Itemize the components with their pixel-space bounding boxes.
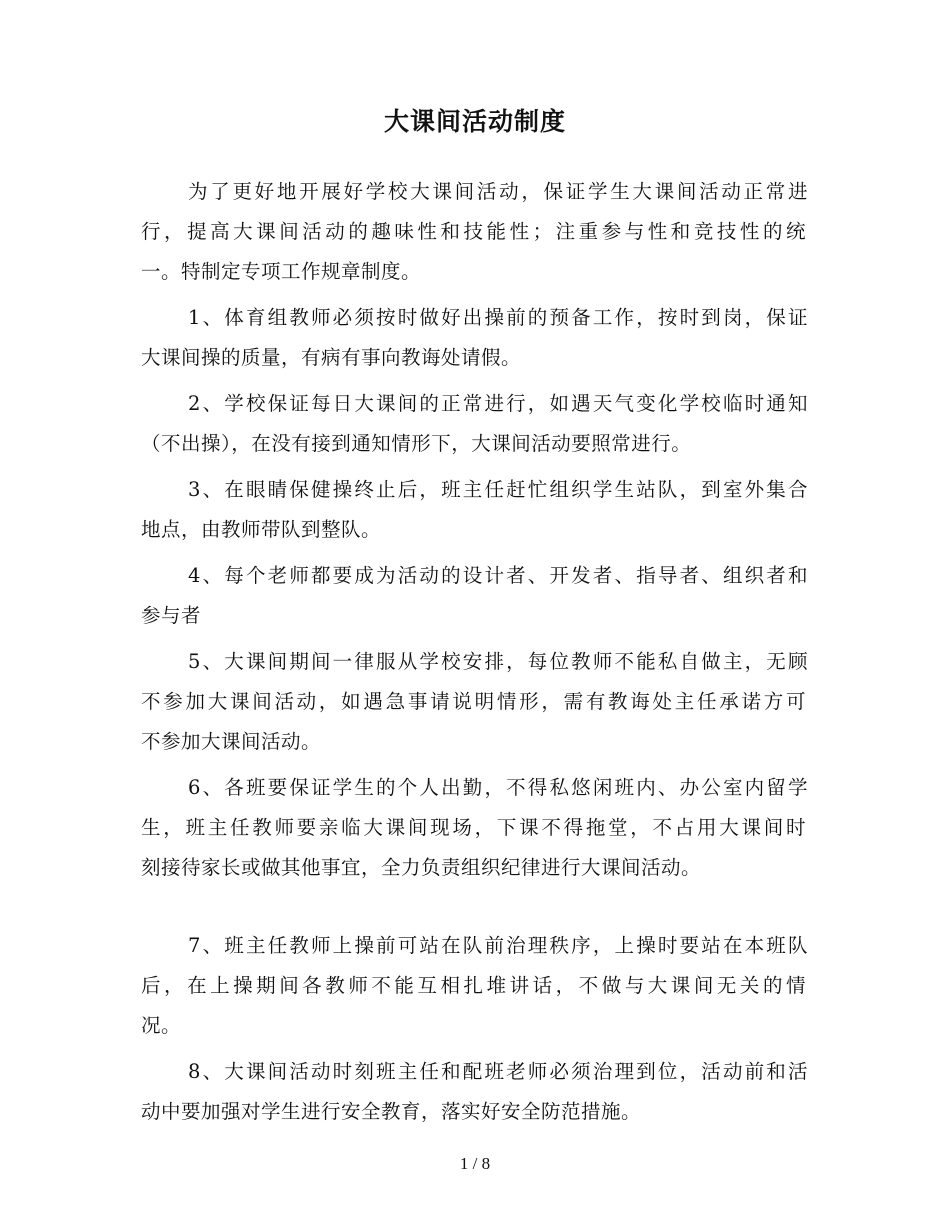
rule-2-line: （不出操），在没有接到通知情形下，大课间活动要照常进行。 (141, 432, 692, 455)
rule-5-line: 5、大课间期间一律服从学校安排，每位教师不能私自做主，无顾 (188, 650, 808, 673)
rule-6-line: 6、各班要保证学生的个人出勤，不得私悠闲班内、办公室内留学 (188, 776, 808, 799)
rule-7-line: 后，在上操期间各教师不能互相扎堆讲话，不做与大课间无关的情 (141, 974, 806, 997)
paragraph-intro-line: 一。特制定专项工作规章制度。 (141, 260, 422, 283)
paragraph-intro-line: 行，提高大课间活动的趣味性和技能性；注重参与性和竞技性的统 (141, 220, 806, 243)
rule-6-line: 刻接待家长或做其他事宜，全力负责组织纪律进行大课间活动。 (141, 856, 702, 879)
rule-5-line: 不参加大课间活动，如遇急事请说明情形，需有教诲处主任承诺方可 (141, 690, 806, 713)
rule-5-line: 不参加大课间活动。 (141, 730, 322, 753)
rule-6-line: 生，班主任教师要亲临大课间现场，下课不得拖堂，不占用大课间时 (141, 816, 806, 839)
rule-7-line: 况。 (141, 1014, 182, 1037)
rule-4-line: 4、每个老师都要成为活动的设计者、开发者、指导者、组织者和 (188, 564, 808, 587)
rule-8-line: 动中要加强对学生进行安全教育，落实好安全防范措施。 (141, 1100, 642, 1123)
rule-3-line: 3、在眼睛保健操终止后，班主任赶忙组织学生站队，到室外集合 (188, 478, 808, 501)
rule-1-line: 1、体育组教师必须按时做好出操前的预备工作，按时到岗，保证 (188, 306, 808, 329)
rule-4-line: 参与者 (141, 604, 202, 627)
document-title: 大课间活动制度 (383, 107, 566, 136)
rule-7-line: 7、班主任教师上操前可站在队前治理秩序，上操时要站在本班队 (188, 934, 808, 957)
rule-3-line: 地点，由教师带队到整队。 (141, 518, 382, 541)
rule-8-line: 8、大课间活动时刻班主任和配班老师必须治理到位，活动前和活 (188, 1060, 808, 1083)
rule-1-line: 大课间操的质量，有病有事向教诲处请假。 (141, 346, 522, 369)
rule-2-line: 2、学校保证每日大课间的正常进行，如遇天气变化学校临时通知 (188, 392, 808, 415)
paragraph-intro-line: 为了更好地开展好学校大课间活动，保证学生大课间活动正常进 (188, 180, 808, 203)
page-number: 1 / 8 (459, 1154, 491, 1173)
